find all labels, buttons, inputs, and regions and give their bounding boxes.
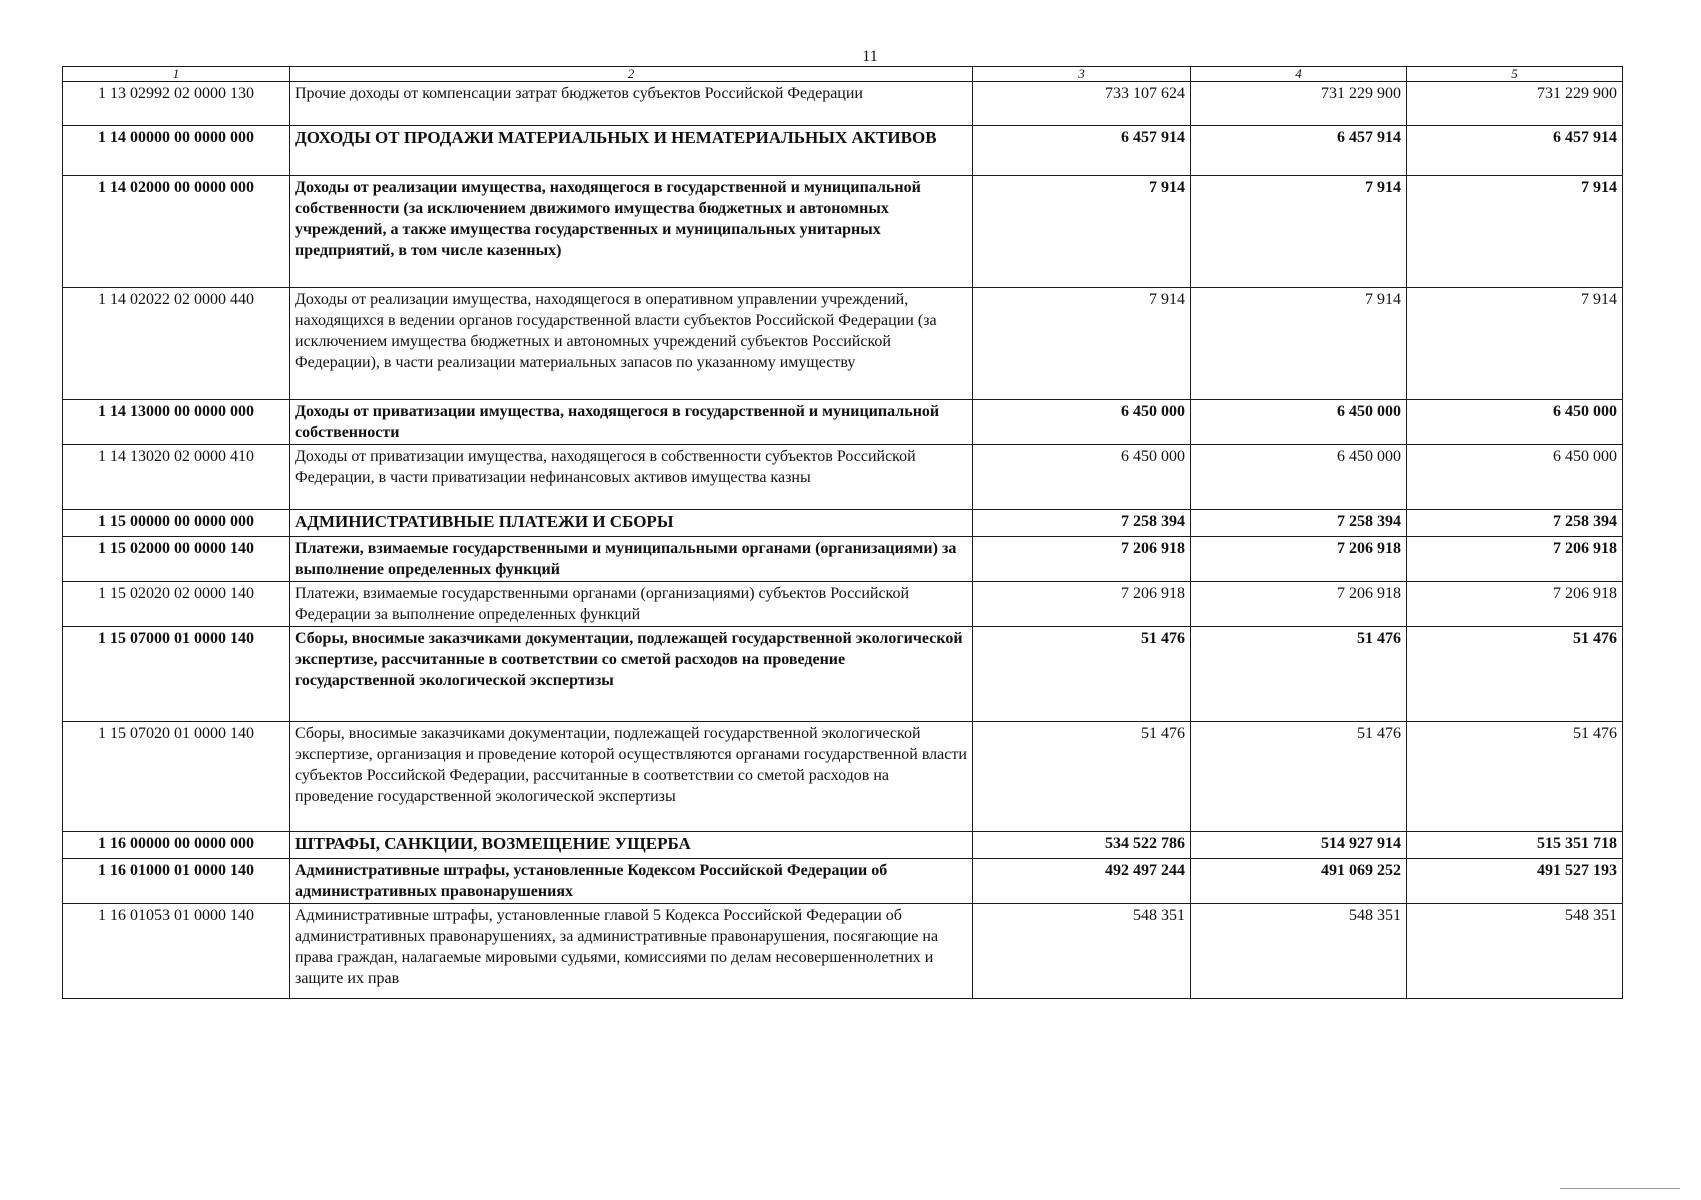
row-name-cell: Административные штрафы, установленные главой 5 Кодекса Российской Федерации об административных правонарушениях, за административные правонарушения, посягающие на права граждан, налагаемые мировыми судьями, комиссиями по делам несовершеннолетних и защите их прав [290, 904, 973, 999]
row-code-cell: 1 13 02992 02 0000 130 [63, 82, 290, 126]
column-header-3: 3 [973, 67, 1191, 82]
row-code-cell: 1 14 00000 00 0000 000 [63, 126, 290, 176]
row-value-col3: 7 914 [973, 176, 1191, 288]
row-value-col4: 51 476 [1191, 722, 1407, 832]
table-row [63, 627, 1623, 722]
row-code-cell: 1 14 02000 00 0000 000 [63, 176, 290, 288]
row-value-col4: 731 229 900 [1191, 82, 1407, 126]
row-value-col3: 733 107 624 [973, 82, 1191, 126]
row-code-cell: 1 16 01000 01 0000 140 [63, 859, 290, 904]
page-number: 11 [862, 48, 878, 65]
row-value-col3: 51 476 [973, 722, 1191, 832]
scan-edge-line [1560, 1188, 1680, 1189]
row-value-col3: 7 914 [973, 288, 1191, 400]
row-value-col5: 731 229 900 [1407, 82, 1623, 126]
row-name-cell: Прочие доходы от компенсации затрат бюджетов субъектов Российской Федерации [290, 82, 973, 126]
row-name-cell: ДОХОДЫ ОТ ПРОДАЖИ МАТЕРИАЛЬНЫХ И НЕМАТЕРИАЛЬНЫХ АКТИВОВ [290, 126, 973, 176]
row-value-col4: 7 258 394 [1191, 510, 1407, 537]
row-name-cell: АДМИНИСТРАТИВНЫЕ ПЛАТЕЖИ И СБОРЫ [290, 510, 973, 537]
table-row [63, 176, 1623, 288]
row-value-col4: 548 351 [1191, 904, 1407, 999]
column-header-5: 5 [1407, 67, 1623, 82]
row-code-cell: 1 15 07020 01 0000 140 [63, 722, 290, 832]
row-value-col4: 6 450 000 [1191, 445, 1407, 510]
table-row [63, 400, 1623, 445]
row-name-cell: Административные штрафы, установленные Кодексом Российской Федерации об административных правонарушениях [290, 859, 973, 904]
table-row [63, 722, 1623, 832]
row-value-col4: 51 476 [1191, 627, 1407, 722]
row-value-col4: 491 069 252 [1191, 859, 1407, 904]
row-value-col3: 7 206 918 [973, 582, 1191, 627]
row-value-col3: 492 497 244 [973, 859, 1191, 904]
row-value-col5: 7 206 918 [1407, 582, 1623, 627]
row-value-col4: 7 914 [1191, 176, 1407, 288]
table-body [63, 82, 1623, 999]
row-code-cell: 1 15 02020 02 0000 140 [63, 582, 290, 627]
row-value-col5: 7 258 394 [1407, 510, 1623, 537]
table-row [63, 904, 1623, 999]
row-value-col5: 51 476 [1407, 627, 1623, 722]
row-code-cell: 1 16 00000 00 0000 000 [63, 832, 290, 859]
row-value-col5: 515 351 718 [1407, 832, 1623, 859]
row-name-cell: Сборы, вносимые заказчиками документации, подлежащей государственной экологической экспертизе, организация и проведение которой осуществляются органами государственной власти субъектов Российской Федерации, рассчитанные в соответствии со сметой расходов на проведение государственной экологической экспертизы [290, 722, 973, 832]
row-name-cell: Доходы от реализации имущества, находящегося в оперативном управлении учреждений, находящихся в ведении органов государственной власти субъектов Российской Федерации (за исключением имущества бюджетных и автономных учреждений субъектов Российской Федерации), в части реализации материальных запасов по указанному имуществу [290, 288, 973, 400]
table-row [63, 510, 1623, 537]
row-name-cell: ШТРАФЫ, САНКЦИИ, ВОЗМЕЩЕНИЕ УЩЕРБА [290, 832, 973, 859]
row-value-col4: 6 450 000 [1191, 400, 1407, 445]
row-code-cell: 1 15 00000 00 0000 000 [63, 510, 290, 537]
row-value-col4: 7 206 918 [1191, 582, 1407, 627]
table-row [63, 537, 1623, 582]
row-value-col5: 7 206 918 [1407, 537, 1623, 582]
row-value-col3: 6 450 000 [973, 445, 1191, 510]
row-value-col4: 514 927 914 [1191, 832, 1407, 859]
row-value-col5: 6 450 000 [1407, 445, 1623, 510]
row-value-col3: 7 206 918 [973, 537, 1191, 582]
row-code-cell: 1 15 07000 01 0000 140 [63, 627, 290, 722]
row-name-cell: Платежи, взимаемые государственными органами (организациями) субъектов Российской Федерации за выполнение определенных функций [290, 582, 973, 627]
row-code-cell: 1 14 13020 02 0000 410 [63, 445, 290, 510]
table-row [63, 82, 1623, 126]
row-name-cell: Доходы от приватизации имущества, находящегося в государственной и муниципальной собственности [290, 400, 973, 445]
column-header-2: 2 [290, 67, 973, 82]
table-row [63, 445, 1623, 510]
table-row [63, 288, 1623, 400]
row-value-col4: 7 914 [1191, 288, 1407, 400]
row-value-col3: 7 258 394 [973, 510, 1191, 537]
row-value-col3: 6 450 000 [973, 400, 1191, 445]
row-code-cell: 1 16 01053 01 0000 140 [63, 904, 290, 999]
row-name-cell: Доходы от приватизации имущества, находящегося в собственности субъектов Российской Федерации, в части приватизации нефинансовых активов имущества казны [290, 445, 973, 510]
row-value-col5: 7 914 [1407, 288, 1623, 400]
row-value-col5: 548 351 [1407, 904, 1623, 999]
row-value-col5: 51 476 [1407, 722, 1623, 832]
column-number-row [63, 67, 1623, 82]
row-name-cell: Сборы, вносимые заказчиками документации, подлежащей государственной экологической экспертизе, рассчитанные в соответствии со сметой расходов на проведение государственной экологической экспертизы [290, 627, 973, 722]
row-code-cell: 1 15 02000 00 0000 140 [63, 537, 290, 582]
table-row [63, 832, 1623, 859]
table-row [63, 859, 1623, 904]
row-value-col5: 491 527 193 [1407, 859, 1623, 904]
row-value-col4: 7 206 918 [1191, 537, 1407, 582]
row-name-cell: Платежи, взимаемые государственными и муниципальными органами (организациями) за выполнение определенных функций [290, 537, 973, 582]
row-code-cell: 1 14 02022 02 0000 440 [63, 288, 290, 400]
row-value-col3: 6 457 914 [973, 126, 1191, 176]
table-row [63, 126, 1623, 176]
column-header-4: 4 [1191, 67, 1407, 82]
revenue-table [62, 66, 1623, 999]
row-value-col5: 7 914 [1407, 176, 1623, 288]
row-value-col4: 6 457 914 [1191, 126, 1407, 176]
row-value-col3: 51 476 [973, 627, 1191, 722]
row-name-cell: Доходы от реализации имущества, находящегося в государственной и муниципальной собственности (за исключением движимого имущества бюджетных и автономных учреждений, а также имущества государственных и муниципальных унитарных предприятий, в том числе казенных) [290, 176, 973, 288]
row-value-col3: 548 351 [973, 904, 1191, 999]
row-value-col5: 6 450 000 [1407, 400, 1623, 445]
row-value-col3: 534 522 786 [973, 832, 1191, 859]
column-header-1: 1 [63, 67, 290, 82]
row-value-col5: 6 457 914 [1407, 126, 1623, 176]
row-code-cell: 1 14 13000 00 0000 000 [63, 400, 290, 445]
table-row [63, 582, 1623, 627]
